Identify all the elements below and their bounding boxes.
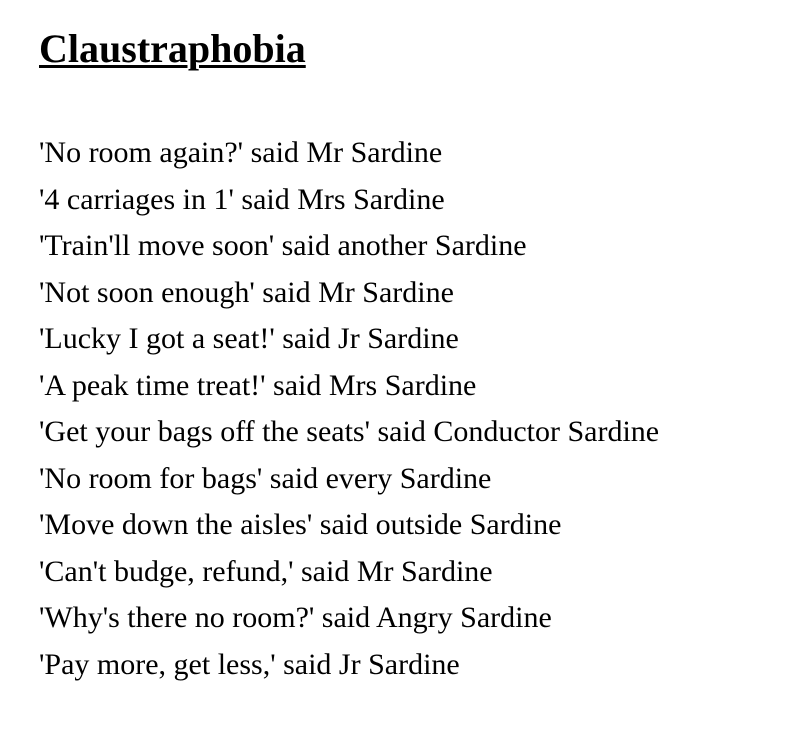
poem-line: 'Move down the aisles' said outside Sardine	[39, 508, 562, 541]
poem-title: Claustraphobia	[39, 26, 306, 71]
poem-line: 'Get your bags off the seats' said Conductor Sardine	[39, 415, 660, 448]
poem-body	[39, 130, 799, 688]
poem-page	[39, 26, 799, 688]
poem-line: 'Can't budge, refund,' said Mr Sardine	[39, 554, 493, 588]
poem-line: 'No room for bags' said every Sardine	[39, 461, 492, 495]
poem-line: 'Pay more, get less,' said Jr Sardine	[39, 647, 460, 681]
poem-line: 'No room again?' said Mr Sardine	[39, 136, 443, 169]
poem-line: '4 carriages in 1' said Mrs Sardine	[39, 182, 445, 216]
poem-line: 'Train'll move soon' said another Sardine	[39, 229, 527, 262]
poem-line: 'Why's there no room?' said Angry Sardine	[39, 601, 552, 634]
poem-line: 'A peak time treat!' said Mrs Sardine	[39, 368, 477, 402]
poem-line: 'Lucky I got a seat!' said Jr Sardine	[39, 322, 459, 355]
poem-line: 'Not soon enough' said Mr Sardine	[39, 275, 454, 309]
